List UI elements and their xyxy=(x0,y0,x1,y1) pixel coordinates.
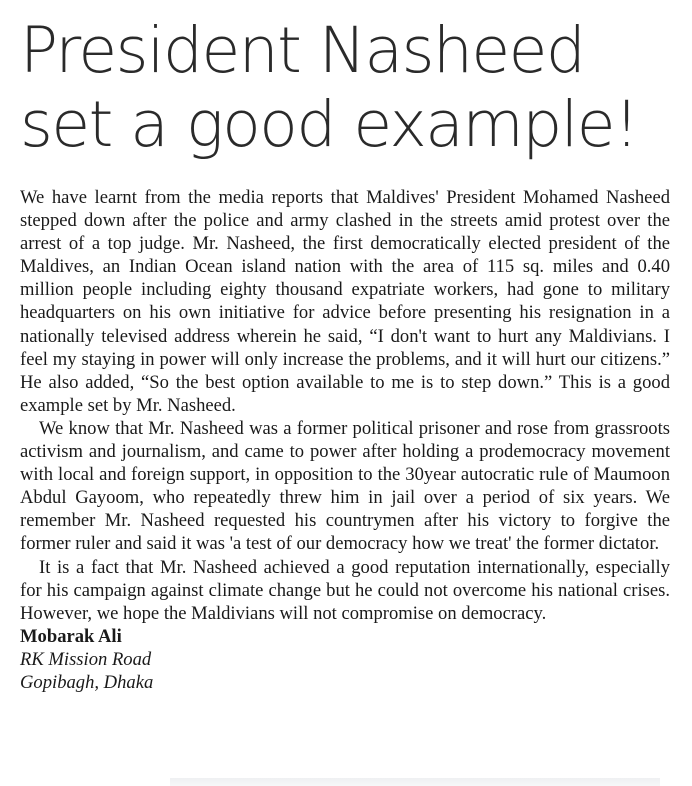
author-name: Mobarak Ali xyxy=(20,625,122,647)
author-address-line-1: RK Mission Road xyxy=(20,648,152,670)
headline: President Nasheed set a good example! xyxy=(20,14,638,161)
paragraph-3: It is a fact that Mr. Nasheed achieved a good reputation internationally, especially for his campaign against climate change but he could not overcome his national crises. However, we hope the Maldivians will not compromise on democracy. xyxy=(20,556,670,624)
paragraph-1: We have learnt from the media reports that Maldives' President Mohamed Nasheed stepped down after the police and army clashed in the streets amid protest over the arrest of a top judge. Mr. Nasheed, the first democratically elected president of the Maldives, an Indian Ocean island nation with the area of 115 sq. miles and 0.40 million people including eighty thousand expatriate workers, had gone to military headquarters on his own initiative for advice before presenting his resignation in a nationally televised address wherein he said, “I don't want to hurt any Maldivians. I feel my staying in power will only increase the problems, and it will hurt our citizens.” He also added, “So the best option available to me is to step down.” This is a good example set by Mr. Nasheed. xyxy=(20,187,670,416)
letter xyxy=(20,14,670,694)
letter-body xyxy=(20,186,670,625)
author-address-line-2: Gopibagh, Dhaka xyxy=(20,671,154,693)
signature-block xyxy=(20,625,670,694)
paragraph-2: We know that Mr. Nasheed was a former political prisoner and rose from grassroots activism and journalism, and came to power after holding a prodemocracy movement with local and foreign support, in opposition to the 30year autocratic rule of Maumoon Abdul Gayoom, who repeatedly threw him in jail over a period of six years. We remember Mr. Nasheed requested his countrymen after his victory to forgive the former ruler and said it was 'a test of our democracy how we treat' the former dictator. xyxy=(20,417,670,555)
page-edge-shadow xyxy=(170,778,660,786)
